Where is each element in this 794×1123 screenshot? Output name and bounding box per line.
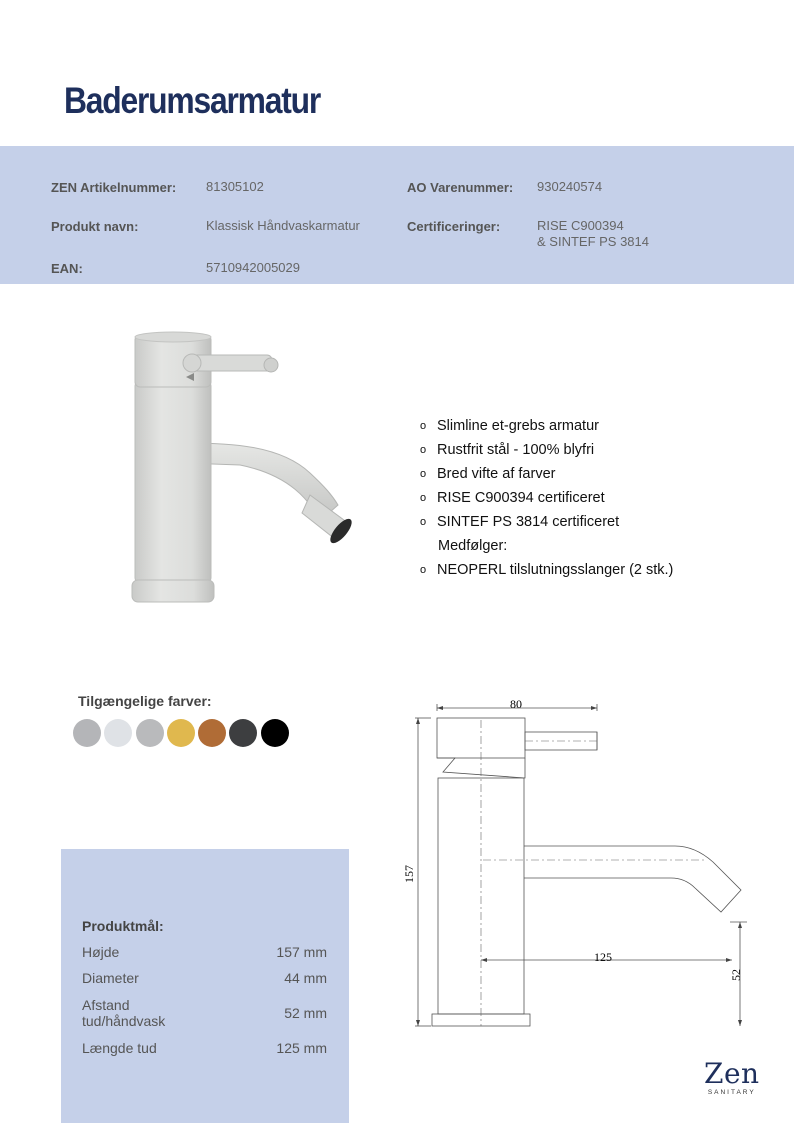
- available-colors-title: Tilgængelige farver:: [78, 693, 212, 709]
- swatch-copper: [198, 719, 226, 747]
- bullet-icon: o: [420, 564, 427, 576]
- ean-label: EAN:: [51, 261, 83, 276]
- feature-list: [420, 414, 673, 582]
- list-item: o Slimline et-grebs armatur: [420, 414, 673, 438]
- certification-value-1: RISE C900394: [537, 218, 624, 233]
- zen-article-value: 81305102: [206, 179, 264, 194]
- ao-number-label: AO Varenummer:: [407, 180, 514, 195]
- dim-width-label: 80: [510, 697, 522, 711]
- ao-number-value: 930240574: [537, 179, 603, 194]
- swatch-gunmetal: [229, 719, 257, 747]
- product-info-band: [0, 146, 794, 284]
- swatch-light-grey: [136, 719, 164, 747]
- technical-drawing: [395, 690, 760, 1035]
- zen-article-label: ZEN Artikelnummer:: [51, 180, 177, 195]
- swatch-chrome: [104, 719, 132, 747]
- swatch-gold: [167, 719, 195, 747]
- list-item: o Bred vifte af farver: [420, 462, 673, 486]
- faucet-product-image: [120, 325, 370, 610]
- swatch-brushed-steel: [73, 719, 101, 747]
- list-item: o SINTEF PS 3814 certificeret: [420, 510, 673, 534]
- product-name-label: Produkt navn:: [51, 219, 139, 234]
- bullet-icon: o: [420, 516, 427, 528]
- dim-clearance-label: 52: [729, 969, 743, 981]
- list-item: o NEOPERL tilslutningsslanger (2 stk.): [420, 558, 673, 582]
- list-item: o Rustfrit stål - 100% blyfri: [420, 438, 673, 462]
- product-dimensions-box: Produktmål: Højde 157 mm Diameter 44 mm Afstand tud/håndvask 52 mm Længde tud 125 mm: [61, 849, 349, 1123]
- product-name-value: Klassisk Håndvaskarmatur: [206, 218, 360, 233]
- zen-sanitary-logo: Zen SANITARY: [704, 1057, 760, 1096]
- bullet-icon: o: [420, 492, 427, 504]
- color-swatches: [73, 719, 292, 747]
- bullet-icon: o: [420, 420, 427, 432]
- page-title: Baderumsarmatur: [64, 80, 321, 121]
- dim-height-label: 157: [402, 865, 416, 883]
- ean-value: 5710942005029: [206, 260, 300, 275]
- bullet-icon: o: [420, 468, 427, 480]
- included-label: Medfølger:: [438, 538, 508, 554]
- swatch-black: [261, 719, 289, 747]
- bullet-icon: o: [420, 444, 427, 456]
- dimensions-title: Produktmål:: [82, 918, 164, 934]
- dim-spout-label: 125: [594, 950, 612, 964]
- list-item: o RISE C900394 certificeret: [420, 486, 673, 510]
- certifications-label: Certificeringer:: [407, 219, 501, 234]
- certification-value-2: & SINTEF PS 3814: [537, 234, 649, 249]
